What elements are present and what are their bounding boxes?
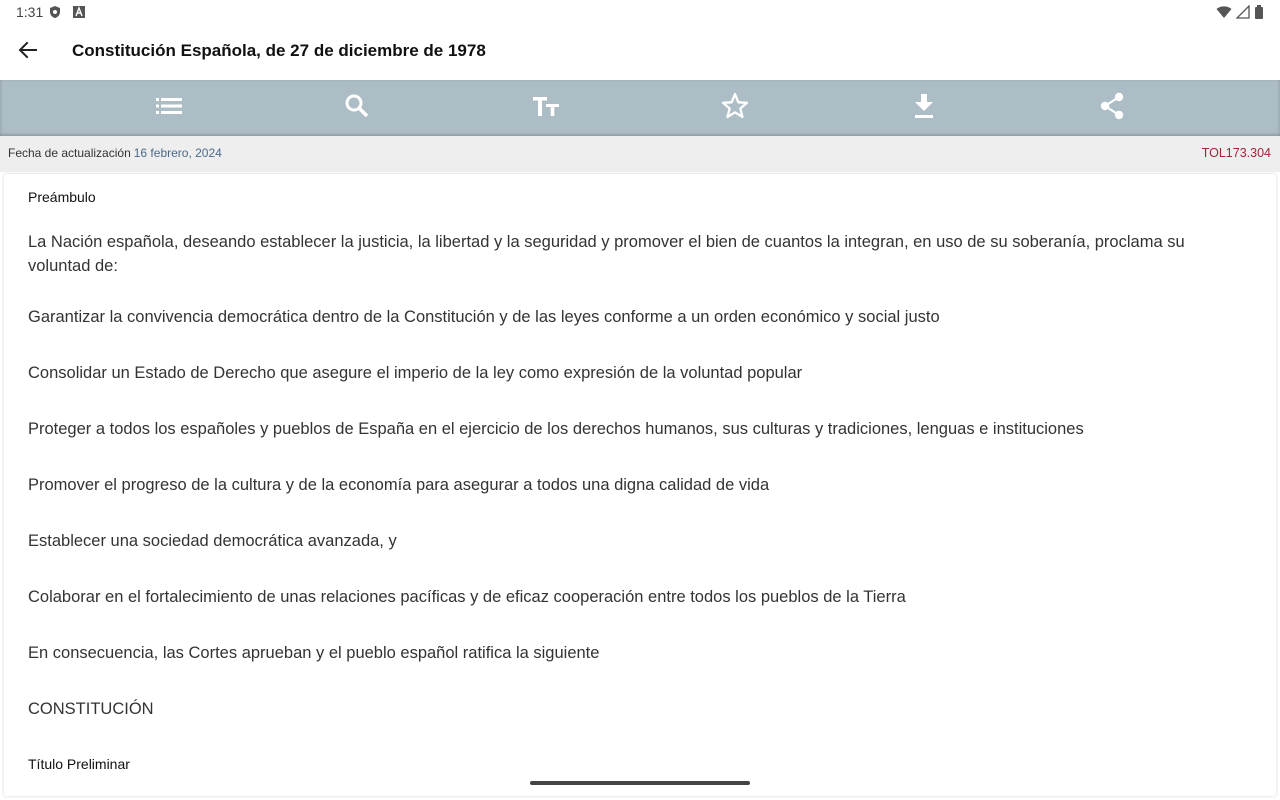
signal-icon [1236,5,1250,19]
search-button[interactable] [329,80,385,136]
search-icon [344,93,370,124]
document-reference: TOL173.304 [1201,146,1271,160]
favorite-button[interactable] [707,80,763,136]
paragraph: Consolidar un Estado de Derecho que asegure el imperio de la ley como expresión de la voluntad popular [28,364,803,382]
star-icon [721,92,749,125]
share-button[interactable] [1084,80,1140,136]
paragraph: Garantizar la convivencia democrática dentro de la Constitución y de las leyes conforme a un orden económico y social justo [28,308,940,326]
section-title-preliminar: Título Preliminar [28,756,130,772]
document-toolbar [0,80,1280,136]
index-button[interactable] [141,80,197,136]
text-size-button[interactable] [518,80,574,136]
font-a-icon [72,5,86,19]
paragraph: Colaborar en el fortalecimiento de unas relaciones pacíficas y de eficaz cooperación entre todos los pueblos de la Tierra [28,588,906,606]
paragraph: Establecer una sociedad democrática avanzada, y [28,532,397,550]
app-bar [0,24,1280,80]
page-title: Constitución Española, de 27 de diciembre de 1978 [72,41,486,60]
download-icon [913,93,935,124]
download-button[interactable] [896,80,952,136]
update-info-bar [0,136,1280,172]
status-time: 1:31 [16,4,44,20]
status-bar [0,0,1280,24]
paragraph: En consecuencia, las Cortes aprueban y el pueblo español ratifica la siguiente [28,644,600,662]
paragraph: CONSTITUCIÓN [28,700,154,718]
arrow-back-icon [18,40,38,65]
text-size-icon [532,95,560,122]
update-label: Fecha de actualización [8,146,131,160]
section-title-preamble: Preámbulo [28,189,96,205]
list-icon [156,96,182,121]
document-content[interactable] [4,174,1276,796]
paragraph: Proteger a todos los españoles y pueblos de España en el ejercicio de los derechos humanos, sus culturas y tradiciones, lenguas e instituciones [28,420,1084,438]
paragraph: Promover el progreso de la cultura y de la economía para asegurar a todos una digna calidad de vida [28,476,770,494]
shield-icon [48,5,62,19]
update-info [8,146,222,160]
battery-icon [1254,5,1264,19]
back-button[interactable] [12,36,44,68]
paragraph: La Nación española, deseando establecer la justicia, la libertad y la seguridad y promover el bien de cuantos la integran, en uso de su soberanía, proclama su voluntad de: [28,233,1185,275]
update-date: 16 febrero, 2024 [133,146,222,160]
wifi-icon [1216,5,1232,19]
home-indicator[interactable] [530,781,750,785]
share-icon [1099,92,1125,125]
